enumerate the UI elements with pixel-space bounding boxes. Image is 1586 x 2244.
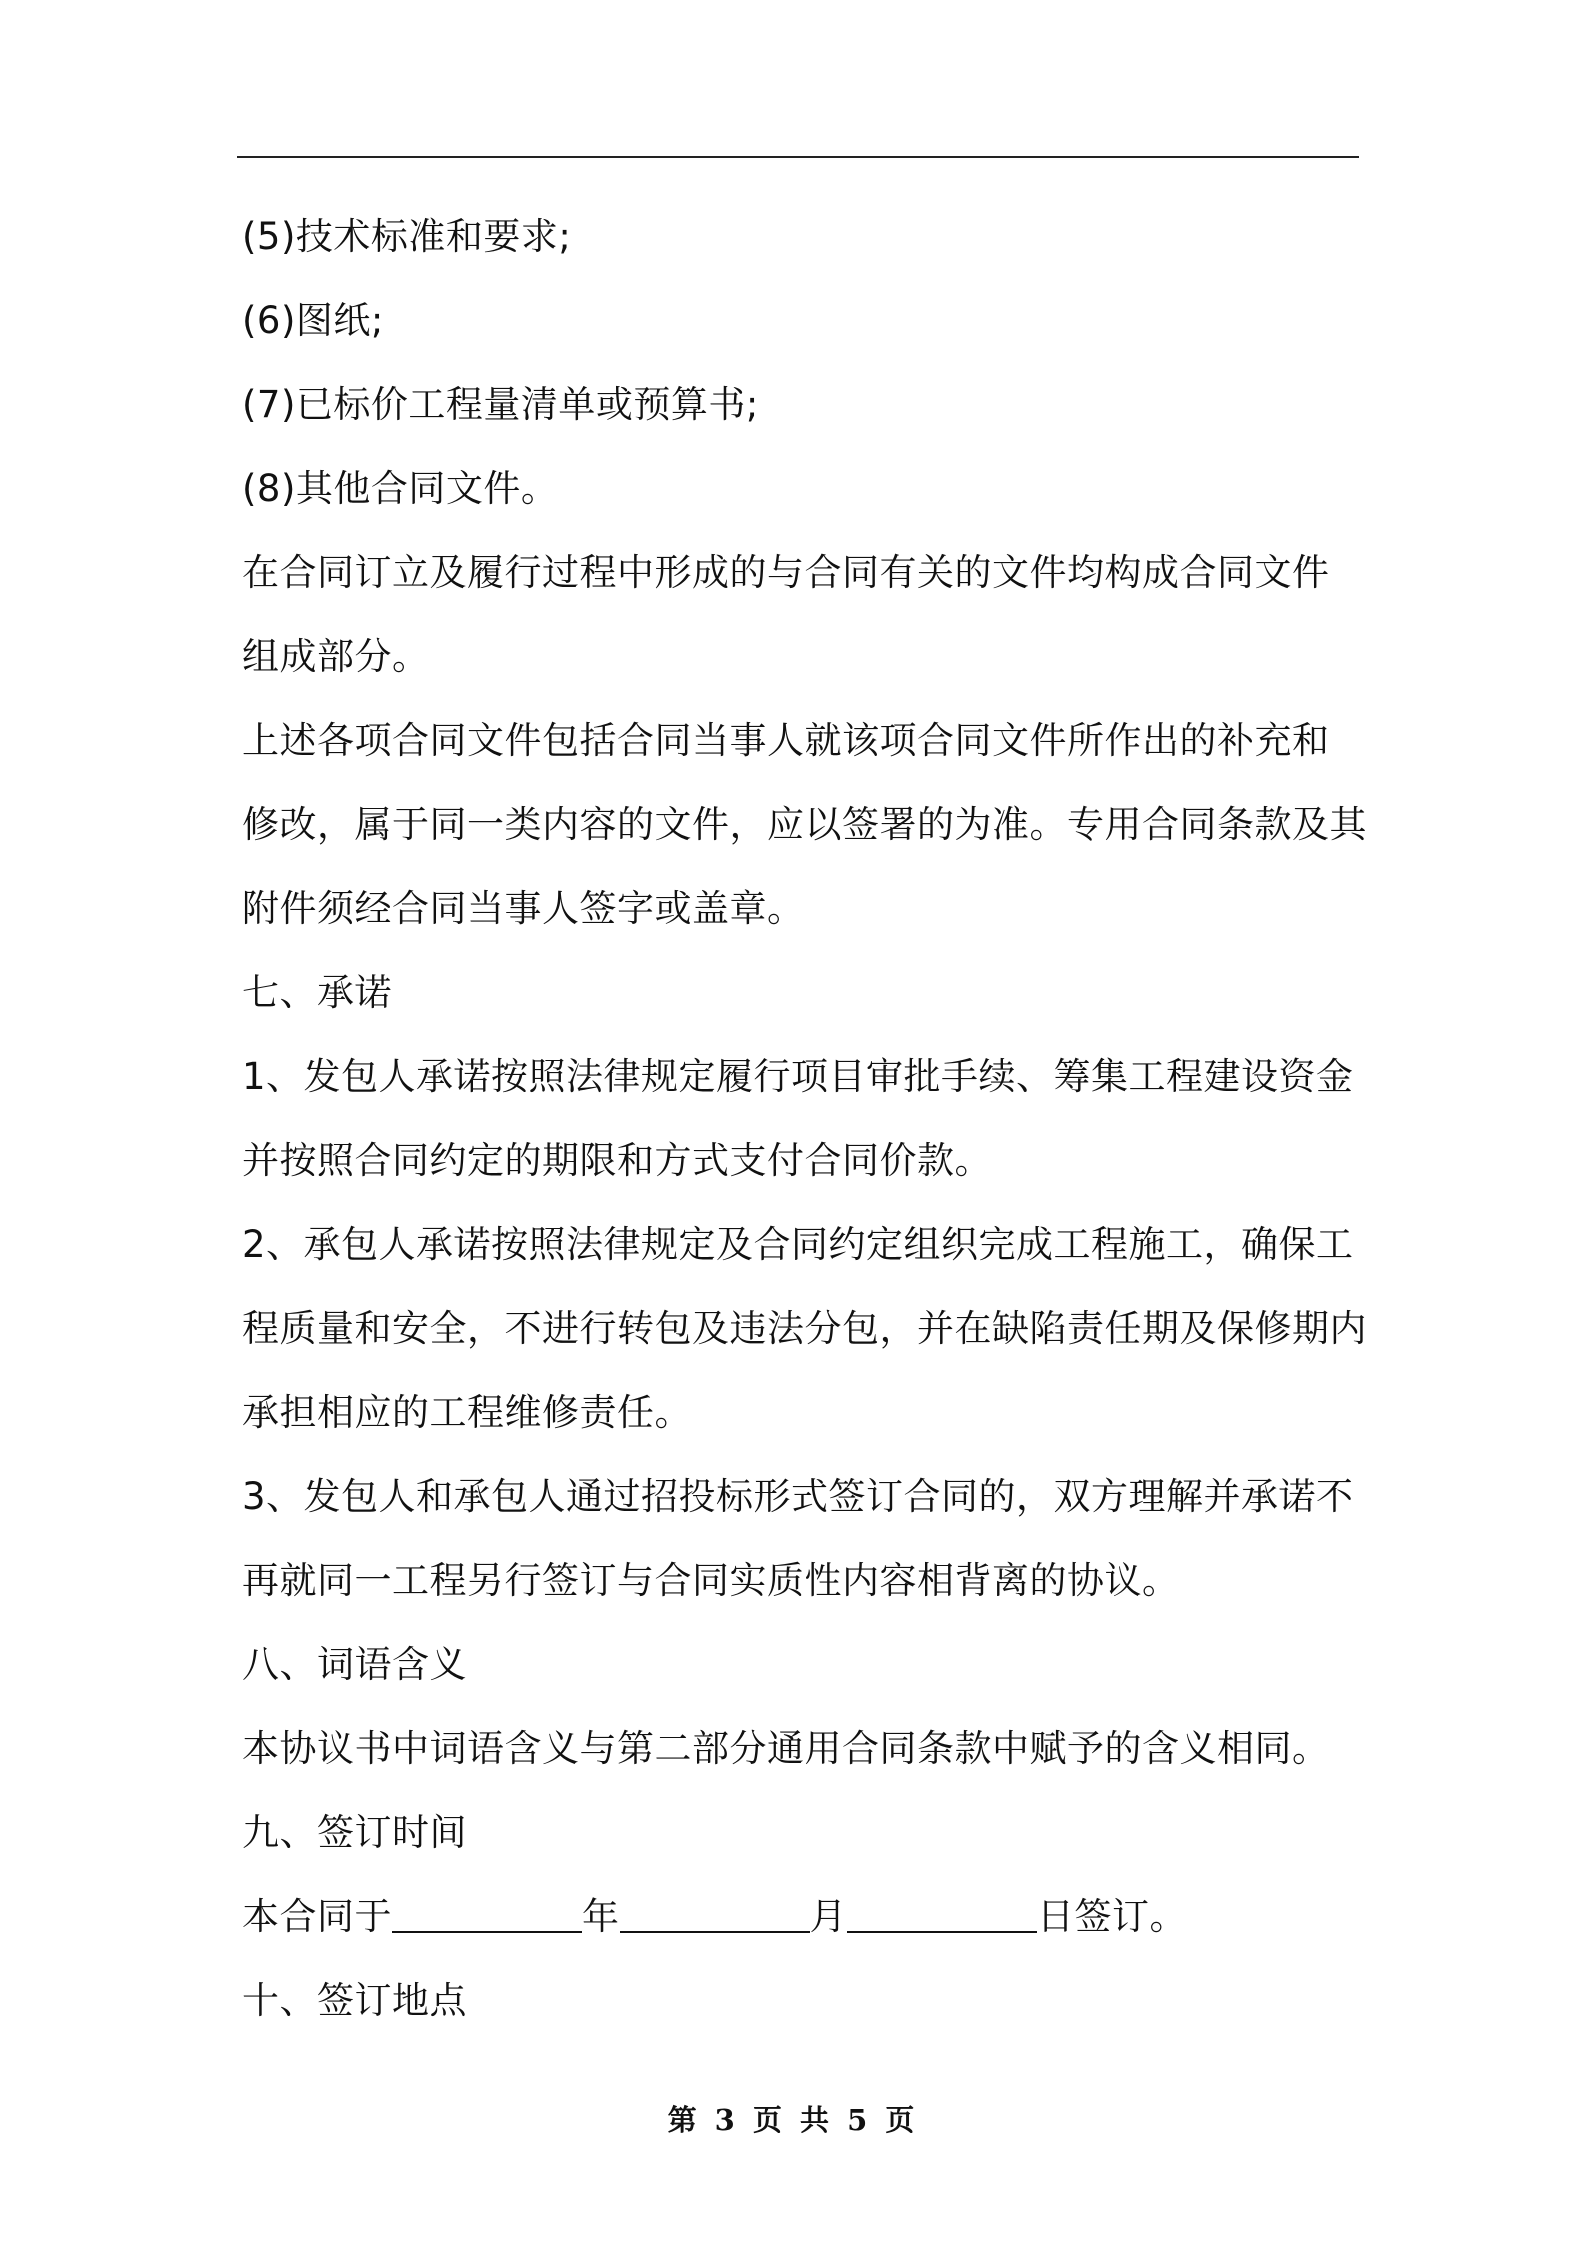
paragraph-line: 再就同一工程另行签订与合同实质性内容相背离的协议。 xyxy=(242,1559,1180,1602)
signing-date-prefix: 本合同于 xyxy=(242,1895,392,1938)
section-heading-signing-time: 九、签订时间 xyxy=(242,1811,467,1854)
day-blank-field[interactable] xyxy=(847,1901,1037,1933)
paragraph-line: 承担相应的工程维修责任。 xyxy=(242,1391,692,1434)
list-item-technical-standards: (5)技术标准和要求; xyxy=(242,215,572,258)
year-label: 年 xyxy=(582,1895,620,1938)
signing-date-line xyxy=(242,1875,1362,1959)
paragraph-line: 附件须经合同当事人签字或盖章。 xyxy=(242,887,805,930)
list-item-bill-of-quantities: (7)已标价工程量清单或预算书; xyxy=(242,383,759,426)
paragraph-line: 组成部分。 xyxy=(242,635,430,678)
paragraph-line: 在合同订立及履行过程中形成的与合同有关的文件均构成合同文件 xyxy=(242,551,1330,594)
year-blank-field[interactable] xyxy=(392,1901,582,1933)
paragraph-line: 上述各项合同文件包括合同当事人就该项合同文件所作出的补充和 xyxy=(242,719,1330,762)
month-blank-field[interactable] xyxy=(620,1901,810,1933)
day-suffix: 日签订。 xyxy=(1037,1895,1187,1938)
paragraph-line: 1、发包人承诺按照法律规定履行项目审批手续、筹集工程建设资金 xyxy=(242,1055,1354,1098)
list-item-drawings: (6)图纸; xyxy=(242,299,384,342)
paragraph-line: 3、发包人和承包人通过招投标形式签订合同的，双方理解并承诺不 xyxy=(242,1475,1354,1518)
list-item-other-documents: (8)其他合同文件。 xyxy=(242,467,559,510)
page-number-footer: 第 3 页 共 5 页 xyxy=(667,2103,919,2137)
section-heading-commitments: 七、承诺 xyxy=(242,971,392,1014)
paragraph-line: 本协议书中词语含义与第二部分通用合同条款中赋予的含义相同。 xyxy=(242,1727,1330,1770)
paragraph-line: 修改，属于同一类内容的文件，应以签署的为准。专用合同条款及其 xyxy=(242,803,1367,846)
paragraph-line: 程质量和安全，不进行转包及违法分包，并在缺陷责任期及保修期内 xyxy=(242,1307,1367,1350)
paragraph-line: 并按照合同约定的期限和方式支付合同价款。 xyxy=(242,1139,992,1182)
header-rule xyxy=(237,156,1359,158)
month-label: 月 xyxy=(809,1895,847,1938)
paragraph-line: 2、承包人承诺按照法律规定及合同约定组织完成工程施工，确保工 xyxy=(242,1223,1354,1266)
section-heading-signing-place: 十、签订地点 xyxy=(242,1979,467,2022)
section-heading-definitions: 八、词语含义 xyxy=(242,1643,467,1686)
document-body xyxy=(242,195,1367,2043)
